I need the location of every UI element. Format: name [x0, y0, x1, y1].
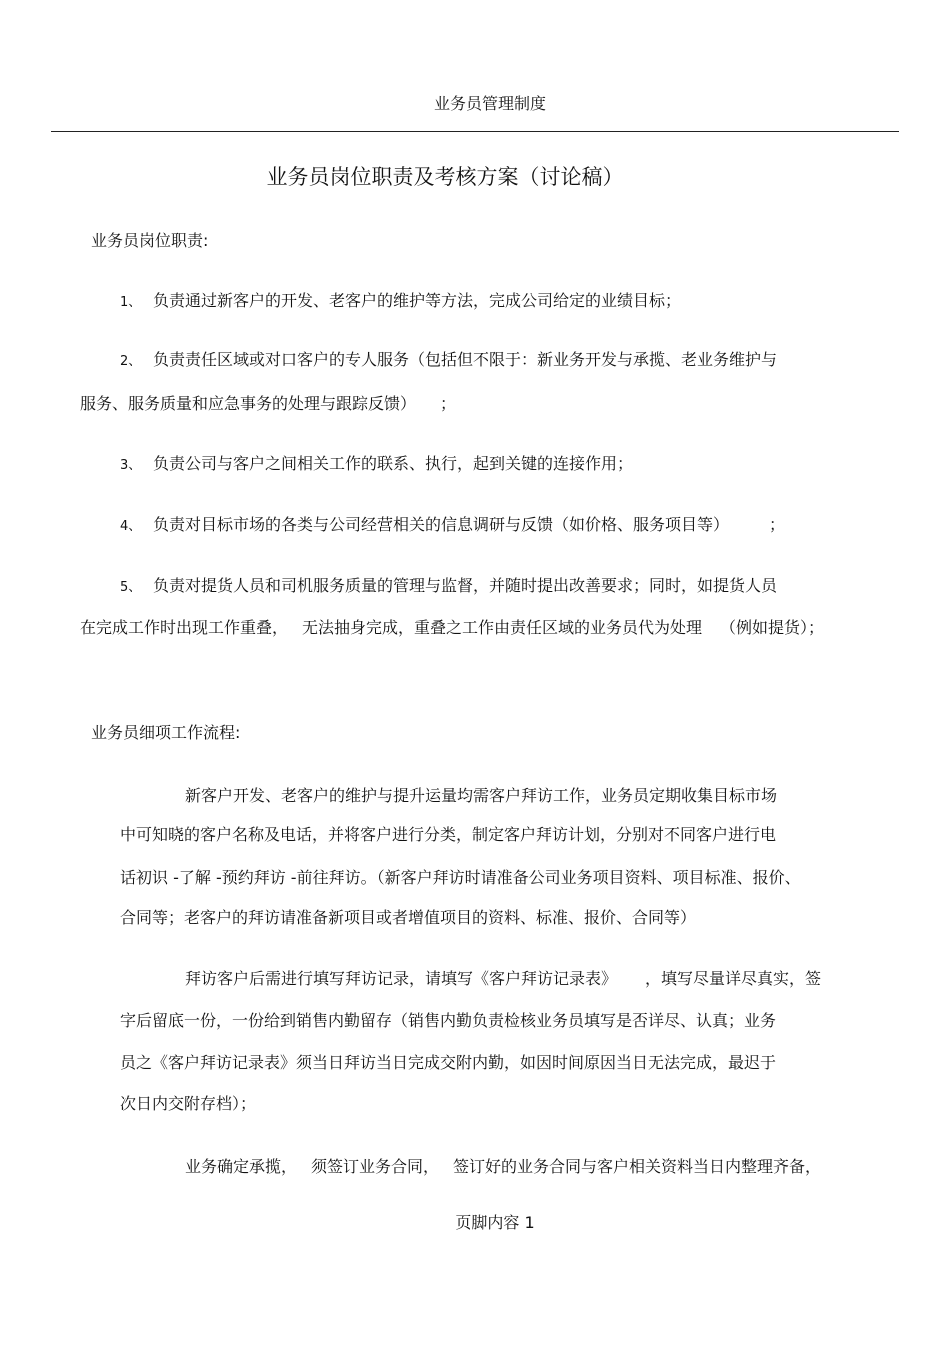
- duty-item-1: [120, 291, 681, 313]
- workflow-paragraph-2-line-1: [185, 969, 821, 989]
- duty-number: 5、: [120, 580, 142, 595]
- workflow-paragraph-2-line-4: 次日内交附存档）；: [120, 1094, 257, 1113]
- duty-text: 负责对提货人员和司机服务质量的管理与监督，并随时提出改善要求；同时，如提货人员: [153, 576, 778, 595]
- workflow-paragraph-1-line-3: 话初识 -了解 -预约拜访 -前往拜访。（新客户拜访时请准备公司业务项目资料、项目标准、报价、: [120, 868, 801, 887]
- duty-number: 1、: [120, 295, 142, 310]
- paragraph-text: 须签订业务合同，: [311, 1157, 440, 1176]
- duty-text: 无法抽身完成，重叠之工作由责任区域的业务员代为处理: [302, 618, 703, 637]
- paragraph-text: 签订好的业务合同与客户相关资料当日内整理齐备，: [453, 1157, 822, 1176]
- section-heading-duties: 业务员岗位职责:: [91, 231, 209, 250]
- duty-text: ；: [769, 515, 786, 534]
- duty-item-2: [120, 350, 777, 372]
- duty-item-3: [120, 454, 633, 476]
- duty-text: 负责对目标市场的各类与公司经营相关的信息调研与反馈（如价格、服务项目等）: [153, 515, 730, 534]
- paragraph-text: ，填写尽量详尽真实，签: [645, 969, 822, 988]
- page-footer: 页脚内容 1: [455, 1213, 535, 1232]
- duty-text: （例如提货）；: [720, 618, 825, 637]
- workflow-paragraph-1-line-4: 合同等；老客户的拜访请准备新项目或者增值项目的资料、标准、报价、合同等）: [120, 908, 697, 927]
- duty-item-2-continued: [80, 394, 456, 414]
- paragraph-text: 拜访客户后需进行填写拜访记录，请填写《客户拜访记录表》: [185, 969, 618, 988]
- duty-number: 3、: [120, 458, 142, 473]
- duty-text: ；: [440, 394, 457, 413]
- duty-text: 负责通过新客户的开发、老客户的维护等方法，完成公司给定的业绩目标；: [153, 291, 682, 310]
- workflow-paragraph-2-line-2: 字后留底一份，一份给到销售内勤留存（销售内勤负责检核业务员填写是否详尽、认真；业务: [120, 1011, 777, 1030]
- document-title: 业务员岗位职责及考核方案（讨论稿）: [266, 165, 624, 189]
- duty-item-5: [120, 576, 777, 598]
- workflow-paragraph-2-line-3: 员之《客户拜访记录表》须当日拜访当日完成交附内勤，如因时间原因当日无法完成，最迟于: [120, 1053, 777, 1072]
- section-heading-workflow: 业务员细项工作流程:: [91, 723, 241, 742]
- duty-text: 负责责任区域或对口客户的专人服务（包括但不限于：新业务开发与承揽、老业务维护与: [153, 350, 778, 369]
- duty-text: 在完成工作时出现工作重叠，: [80, 618, 289, 637]
- workflow-paragraph-1-line-1: 新客户开发、老客户的维护与提升运量均需客户拜访工作，业务员定期收集目标市场: [185, 786, 778, 805]
- workflow-paragraph-3-line-1: [185, 1157, 821, 1177]
- duty-text: 服务、服务质量和应急事务的处理与跟踪反馈）: [80, 394, 417, 413]
- workflow-paragraph-1-line-2: 中可知晓的客户名称及电话，并将客户进行分类，制定客户拜访计划，分别对不同客户进行电: [120, 825, 777, 844]
- duty-text: 负责公司与客户之间相关工作的联系、执行，起到关键的连接作用；: [153, 454, 634, 473]
- paragraph-text: 业务确定承揽，: [185, 1157, 298, 1176]
- duty-item-5-continued: [80, 618, 824, 638]
- duty-number: 2、: [120, 354, 142, 369]
- duty-number: 4、: [120, 519, 142, 534]
- page-header-title: 业务员管理制度: [433, 94, 546, 113]
- header-divider: [51, 131, 899, 132]
- duty-item-4: [120, 515, 785, 537]
